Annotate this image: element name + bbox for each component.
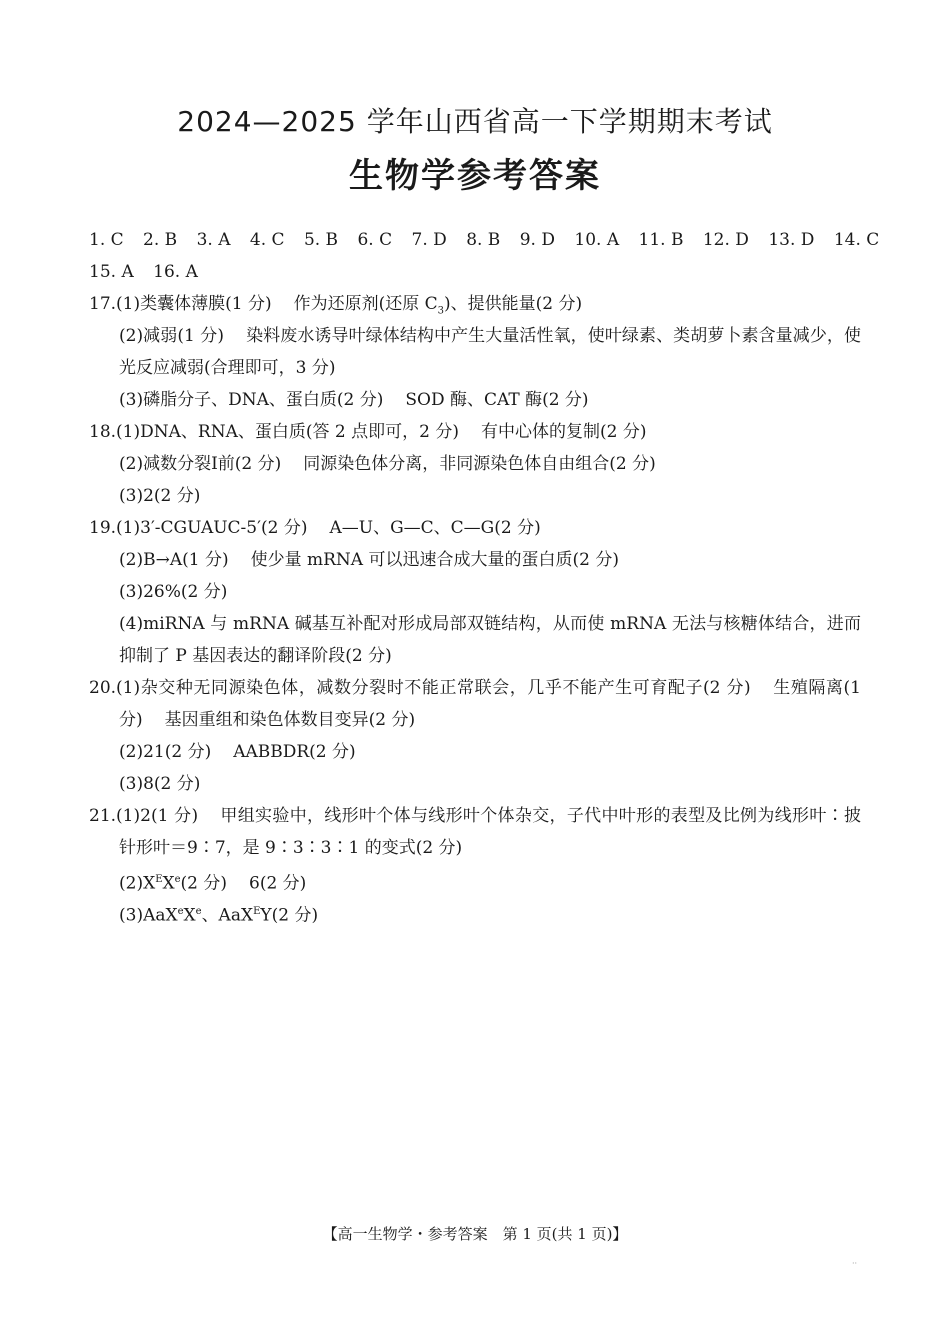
mc-answer: 8. B (466, 230, 501, 250)
question-number: 18. (89, 422, 117, 442)
question-number: 19. (89, 518, 117, 538)
q19-part-1: 19.(1)3′-CGUAUC-5′(2 分) A—U、G—C、C—G(2 分) (89, 518, 541, 538)
q19-part-3: (3)26%(2 分) (119, 582, 228, 602)
mc-answers-row-1 (89, 224, 880, 256)
page-footer: 【高一生物学・参考答案 第 1 页(共 1 页)】 (322, 1225, 628, 1243)
mc-answer: 16. A (153, 262, 198, 282)
mc-answer: 3. A (196, 230, 231, 250)
mc-answer: 13. D (768, 230, 815, 250)
q17-part-3: (3)磷脂分子、DNA、蛋白质(2 分) SOD 酶、CAT 酶(2 分) (119, 390, 589, 410)
q18-part-3: (3)2(2 分) (119, 486, 201, 506)
q21-part-1: 21.(1)2(1 分) 甲组实验中，线形叶个体与线形叶个体杂交，子代中叶形的表型及比例为线形叶∶披针形叶＝9∶7，是 9∶3∶3∶1 的变式(2 分) (89, 806, 861, 858)
question-number: 17. (89, 294, 117, 314)
question-number: 20. (89, 678, 117, 698)
corner-mark: ·· (852, 1259, 858, 1268)
mc-answers-row-2 (89, 256, 861, 288)
answer-content (89, 224, 880, 928)
mc-answer: 10. A (574, 230, 620, 250)
exam-title: 2024—2025 学年山西省高一下学期期末考试 (177, 105, 773, 138)
q20-part-1: 20.(1)杂交种无同源染色体，减数分裂时不能正常联会，几乎不能产生可育配子(2 分) 生殖隔离(1 分) 基因重组和染色体数目变异(2 分) (89, 678, 861, 730)
q19-part-2: (2)B→A(1 分) 使少量 mRNA 可以迅速合成大量的蛋白质(2 分) (119, 550, 619, 570)
mc-answer: 12. D (702, 230, 749, 250)
q20-part-3: (3)8(2 分) (119, 774, 201, 794)
q19-part-4: (4)miRNA 与 mRNA 碱基互补配对形成局部双链结构，从而使 mRNA 无法与核糖体结合，进而抑制了 P 基因表达的翻译阶段(2 分) (119, 614, 861, 666)
mc-answer: 4. C (249, 230, 285, 250)
mc-answer: 14. C (833, 230, 880, 250)
mc-answer: 2. B (143, 230, 178, 250)
mc-answer: 6. C (357, 230, 393, 250)
q21-part-3: (3)AaX$^e$Xe、AaX$^E$Y(2 分) (119, 905, 319, 926)
mc-answer: 15. A (89, 262, 134, 282)
mc-answer: 9. D (519, 230, 555, 250)
q17-part-2: (2)减弱(1 分) 染料废水诱导叶绿体结构中产生大量活性氧，使叶绿素、类胡萝卜素含量减少，使光反应减弱(合理即可，3 分) (119, 326, 861, 378)
question-number: 21. (89, 806, 117, 826)
q21-part-2: $(2)X^EXe(2$ 分) 6(2 分) (119, 873, 307, 894)
q17-part-1: 17.(1)类囊体薄膜(1 分) 作为还原剂(还原 $C_3$)、提供能量(2 分) (89, 294, 583, 317)
mc-answer: 11. B (638, 230, 684, 250)
mc-answer: 1. C (89, 230, 124, 250)
q20-part-2: (2)21(2 分) AABBDR(2 分) (119, 742, 356, 762)
mc-answer: 7. D (411, 230, 447, 250)
document-title: 生物学参考答案 (349, 156, 601, 196)
q18-part-2: (2)减数分裂Ⅰ前(2 分) 同源染色体分离，非同源染色体自由组合(2 分) (119, 454, 656, 474)
q18-part-1: 18.(1)DNA、RNA、蛋白质(答 2 点即可，2 分) 有中心体的复制(2 分) (89, 422, 647, 442)
mc-answer: 5. B (303, 230, 339, 250)
